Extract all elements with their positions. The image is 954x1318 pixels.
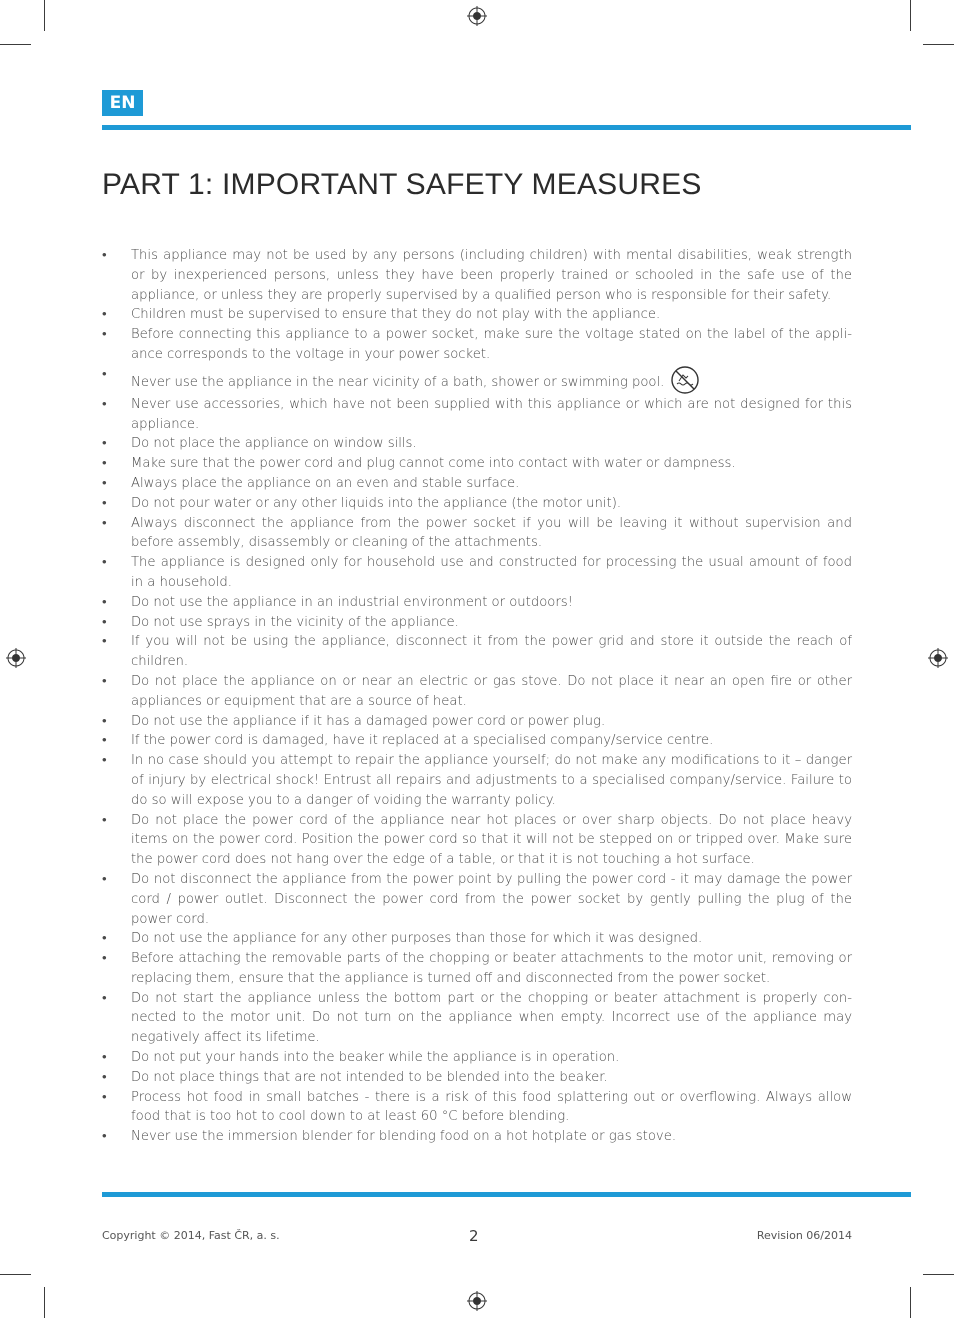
bullet-icon: • [102,634,107,650]
list-item [102,395,852,435]
bullet-icon: • [102,1089,107,1105]
bullet-icon: • [102,1069,107,1085]
list-item-text: Always place the appliance on an even and stable surface. [131,475,520,491]
list-item-text: If you will not be using the appliance, disconnect it from the power grid and store it outside the reach of children. [131,634,852,670]
bullet-icon: • [102,248,107,263]
header-rule [102,125,911,130]
bullet-icon: • [102,1050,107,1066]
crop-mark [910,0,911,31]
list-item-text: In no case should you attempt to repair the appliance yourself; do not make any modifications to it – danger of injury by electrical shock! Entrust all repairs and adjustments to a specialised company/service. Failure to do so will expose you to a danger of voiding the warranty policy. [131,753,852,808]
bullet-icon: • [102,327,107,343]
bullet-icon: • [102,307,107,323]
crop-mark [44,1287,45,1318]
bullet-icon: • [102,614,107,630]
bullet-icon: • [102,931,107,947]
footer-rule [102,1192,911,1197]
list-item-text: The appliance is designed only for household use and constructed for processing the usual amount of food in a household. [131,555,852,590]
registration-mark-icon [6,648,26,668]
bullet-icon: • [102,366,107,382]
list-item-text: Never use the appliance in the near vicinity of a bath, shower or swimming pool. [131,374,665,390]
copyright-text: Copyright © 2014, Fast ČR, a. s. [102,1229,280,1242]
list-item [102,305,852,325]
list-item-text: Before attaching the removable parts of the chopping or beater attachments to the motor unit, removing or replacing them, ensure that the appliance is turned off and disconnected from the power socket. [131,951,852,986]
list-item [102,1127,852,1147]
bullet-icon: • [102,555,107,571]
list-item [102,929,852,949]
list-item-text: Do not place things that are not intended to be blended into the beaker. [131,1069,608,1085]
list-item [102,246,852,305]
list-item [102,949,852,989]
registration-mark-icon [928,648,948,668]
bullet-icon: • [102,713,107,729]
language-badge: EN [102,90,143,116]
list-item [102,751,852,810]
crop-mark [910,1287,911,1318]
page-title: PART 1: IMPORTANT SAFETY MEASURES [102,168,702,201]
crop-mark [923,1274,954,1275]
list-item-text: Do not place the appliance on or near an electric or gas stove. Do not place it near an open fire or other appliances or equipment that are a source of heat. [131,673,852,709]
list-item [102,632,852,672]
page-number: 2 [469,1227,479,1245]
list-item [102,731,852,751]
list-item [102,474,852,494]
bullet-icon: • [102,733,107,749]
list-item [102,989,852,1048]
list-item-text: Do not use the appliance for any other purposes than those for which it was designed. [131,931,703,947]
list-item-text: Make sure that the power cord and plug cannot come into contact with water or dampness. [131,456,736,472]
list-item-text: Before connecting this appliance to a power socket, make sure the voltage stated on the label of the appli-ance corresponds to the voltage in your power socket. [131,327,852,362]
list-item-text: Do not place the power cord of the appliance near hot places or over sharp objects. Do not place heavy items on the power cord. Position the power cord so that it will not be stepped on or tripped over. Make sure the power cord does not hang over the edge of a table, or that it is not touching a hot surface. [131,812,852,868]
list-item-text: Never use accessories, which have not been supplied with this appliance or which are not designed for this appliance. [131,396,852,432]
list-item [102,365,852,395]
list-item [102,1088,852,1128]
list-item [102,811,852,870]
list-item-text: Process hot food in small batches - there is a risk of this food splattering out or overflowing. Always allow food that is too hot to cool down to at least 60 °C before blending. [131,1089,852,1125]
bullet-icon: • [102,475,107,491]
bullet-icon: • [102,871,107,887]
list-item-text: Never use the immersion blender for blending food on a hot hotplate or gas stove. [131,1129,677,1145]
list-item [102,870,852,929]
registration-mark-icon [467,1291,487,1311]
list-item [102,494,852,514]
bullet-icon: • [102,1129,107,1145]
list-item [102,672,852,712]
no-water-icon [670,365,700,395]
safety-list [102,246,852,1147]
bullet-icon: • [102,456,107,472]
list-item-text: Do not start the appliance unless the bottom part or the chopping or beater attachment is properly con-nected to the motor unit. Do not turn on the appliance when empty. Incorrect use of the appliance may negatively affect its lifetime. [131,990,852,1046]
list-item-text: Do not use the appliance in an industrial environment or outdoors! [131,594,573,610]
list-item [102,553,852,593]
list-item [102,454,852,474]
list-item-text: Children must be supervised to ensure that they do not play with the appliance. [131,307,661,323]
list-item-text: Do not disconnect the appliance from the power point by pulling the power cord - it may damage the power cord / power outlet. Disconnect the power cord from the power socket by gently pulling the plug of the power cord. [131,871,852,927]
crop-mark [0,44,31,45]
bullet-icon: • [102,436,107,452]
list-item [102,325,852,365]
list-item [102,434,852,454]
bullet-icon: • [102,753,107,769]
bullet-icon: • [102,812,107,828]
bullet-icon: • [102,673,107,689]
list-item-text: Do not place the appliance on window sills. [131,436,417,452]
list-item [102,514,852,554]
bullet-icon: • [102,990,107,1006]
bullet-icon: • [102,396,107,412]
registration-mark-icon [467,6,487,26]
revision-text: Revision 06/2014 [756,1229,852,1242]
list-item [102,593,852,613]
list-item-text: Do not use the appliance if it has a damaged power cord or power plug. [131,713,606,729]
bullet-icon: • [102,951,107,967]
list-item [102,1048,852,1068]
list-item [102,712,852,732]
list-item-text: Do not put your hands into the beaker while the appliance is in operation. [131,1050,620,1066]
crop-mark [44,0,45,31]
crop-mark [0,1274,31,1275]
bullet-icon: • [102,594,107,610]
bullet-icon: • [102,495,107,511]
list-item [102,1068,852,1088]
list-item-text: Do not use sprays in the vicinity of the appliance. [131,614,459,630]
list-item-text: Always disconnect the appliance from the power socket if you will be leaving it without supervision and before assembly, disassembly or cleaning of the attachments. [131,515,852,551]
list-item [102,613,852,633]
list-item-text: Do not pour water or any other liquids into the appliance (the motor unit). [131,495,622,511]
list-item-text: If the power cord is damaged, have it replaced at a specialised company/service centre. [131,733,714,749]
bullet-icon: • [102,515,107,531]
crop-mark [923,44,954,45]
list-item-text: This appliance may not be used by any persons (including children) with mental disabilities, weak strength or by inexperienced persons, unless they have been properly trained or schooled in the safe use of the appliance, or unless they are properly supervised by a qualified person who is responsible for their safety. [131,248,852,303]
